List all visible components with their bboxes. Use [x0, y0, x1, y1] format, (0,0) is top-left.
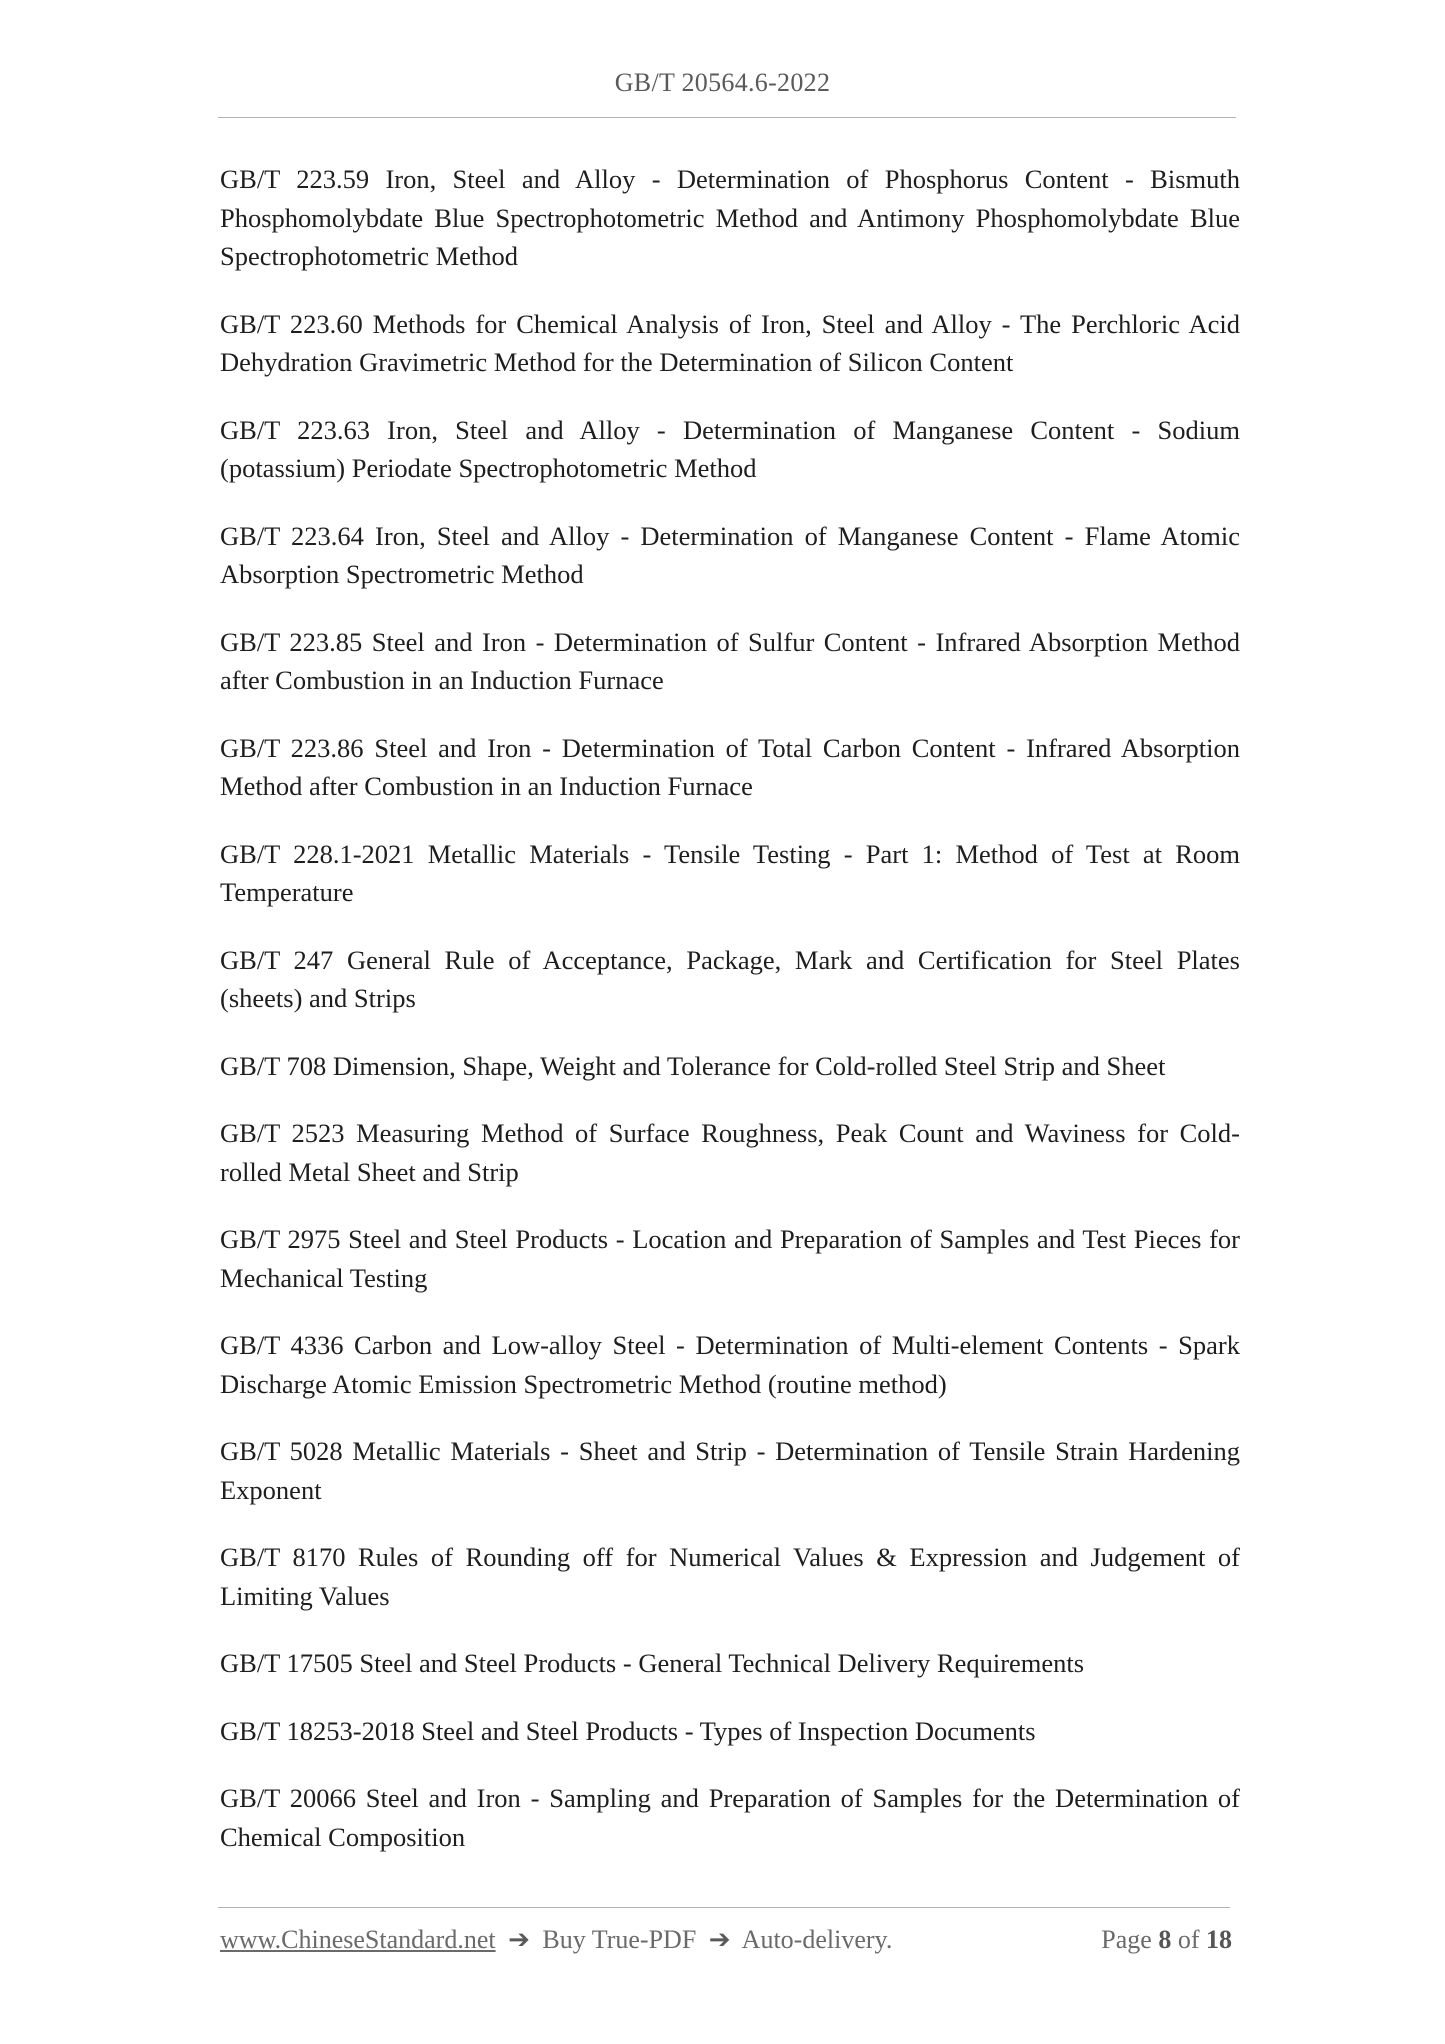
reference-item: GB/T 17505 Steel and Steel Products - General Technical Delivery Requirements [220, 1648, 1085, 1678]
page-number [1101, 1925, 1232, 1955]
footer-promo [220, 1925, 892, 1955]
reference-item: GB/T 2523 Measuring Method of Surface Roughness, Peak Count and Waviness for Cold-rolled Metal Sheet and Strip [220, 1118, 1240, 1187]
page-label: Page [1101, 1925, 1152, 1954]
reference-item: GB/T 2975 Steel and Steel Products - Location and Preparation of Samples and Test Pieces for Mechanical Testing [220, 1224, 1240, 1293]
reference-item: GB/T 708 Dimension, Shape, Weight and Tolerance for Cold-rolled Steel Strip and Sheet [220, 1050, 1166, 1081]
reference-item: GB/T 18253-2018 Steel and Steel Products - Types of Inspection Documents [220, 1715, 1036, 1746]
normative-references-list [220, 160, 1240, 1885]
reference-item: GB/T 223.85 Steel and Iron - Determination of Sulfur Content - Infrared Absorption Method after Combustion in an Induction Furnace [220, 626, 1240, 695]
reference-item: GB/T 5028 Metallic Materials - Sheet and Strip - Determination of Tensile Strain Hardening Exponent [220, 1436, 1240, 1505]
site-link[interactable]: www.ChineseStandard.net [220, 1925, 496, 1954]
reference-item: GB/T 247 General Rule of Acceptance, Package, Mark and Certification for Steel Plates (sheets) and Strips [220, 944, 1240, 1013]
buy-true-pdf-text: Buy True-PDF [542, 1925, 697, 1954]
header-divider [218, 117, 1236, 118]
reference-item: GB/T 223.59 Iron, Steel and Alloy - Determination of Phosphorus Content - Bismuth Phosphomolybdate Blue Spectrophotometric Method and Antimony Phosphomolybdate Blue Spectrophotometric Method [220, 164, 1240, 271]
reference-item: GB/T 223.86 Steel and Iron - Determination of Total Carbon Content - Infrared Absorption Method after Combustion in an Induction Furnace [220, 732, 1240, 801]
auto-delivery-text: Auto-delivery. [741, 1925, 893, 1954]
page-of-label: of [1177, 1925, 1200, 1954]
reference-item: GB/T 20066 Steel and Iron - Sampling and Preparation of Samples for the Determination of Chemical Composition [220, 1783, 1240, 1852]
reference-item: GB/T 223.63 Iron, Steel and Alloy - Determination of Manganese Content - Sodium (potassium) Periodate Spectrophotometric Method [220, 414, 1240, 483]
total-pages-number: 18 [1206, 1925, 1232, 1954]
reference-item: GB/T 223.60 Methods for Chemical Analysis of Iron, Steel and Alloy - The Perchloric Acid Dehydration Gravimetric Method for the Determination of Silicon Content [220, 308, 1240, 377]
footer-divider [218, 1907, 1230, 1908]
right-arrow-icon: ➔ [508, 1925, 530, 1954]
reference-item: GB/T 223.64 Iron, Steel and Alloy - Determination of Manganese Content - Flame Atomic Absorption Spectrometric Method [220, 520, 1240, 589]
current-page-number: 8 [1158, 1925, 1172, 1954]
reference-item: GB/T 4336 Carbon and Low-alloy Steel - Determination of Multi-element Contents - Spark Discharge Atomic Emission Spectrometric Method (routine method) [220, 1330, 1240, 1399]
page-header-title: GB/T 20564.6-2022 [614, 68, 831, 97]
page-footer [220, 1925, 1232, 1961]
right-arrow-icon: ➔ [708, 1925, 731, 1954]
reference-item: GB/T 228.1-2021 Metallic Materials - Tensile Testing - Part 1: Method of Test at Room Temperature [220, 838, 1240, 907]
reference-item: GB/T 8170 Rules of Rounding off for Numerical Values & Expression and Judgement of Limiting Values [220, 1542, 1240, 1611]
